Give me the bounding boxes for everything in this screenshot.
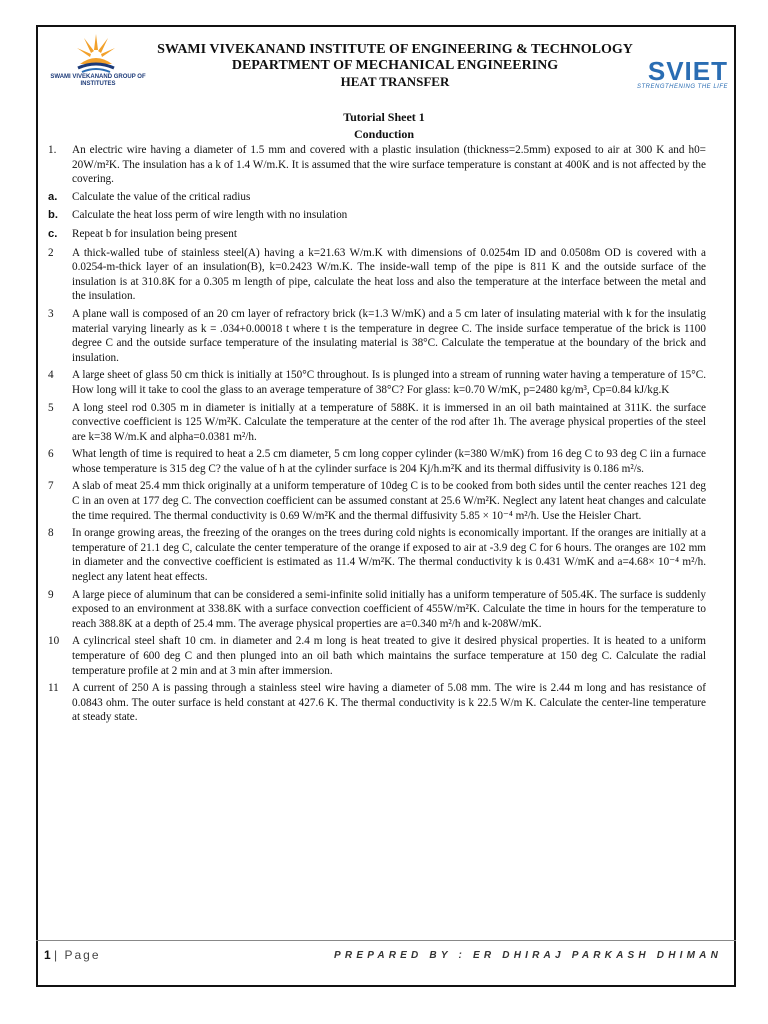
question-number: 1. bbox=[48, 144, 57, 156]
question-number: 5 bbox=[48, 401, 54, 414]
sheet-title: Tutorial Sheet 1 bbox=[343, 110, 425, 124]
question-number: 8 bbox=[48, 527, 54, 540]
footer-divider bbox=[36, 940, 736, 941]
institute-name: SWAMI VIVEKANAND INSTITUTE OF ENGINEERING & TECHNOLOGY bbox=[157, 42, 633, 57]
page-label: | Page bbox=[54, 948, 101, 962]
question-item bbox=[36, 588, 706, 632]
question-number: b. bbox=[48, 209, 58, 222]
question-text: A current of 250 A is passing through a stainless steel wire having a diameter of 5.08 mm. The wire is 2.44 m long and has resistance of 0.0843 ohm. The outer surface is held constant at 427.6 K. The thermal conductivity is k 22.5 W/m K. Calculate the center-line temperature at steady state. bbox=[72, 682, 706, 724]
question-item bbox=[36, 368, 706, 397]
question-number: 6 bbox=[48, 448, 54, 461]
question-number: 9 bbox=[48, 588, 54, 601]
question-text: What length of time is required to heat a 2.5 cm diameter, 5 cm long copper cylinder (k=380 W/mK) from 16 deg C to 93 deg C iin a furnace whose temperature is 315 deg C? the value of h at the cylinder surface is 204 Kj/h.m²K and its thermal diffusivity is 0.186 m²/s. bbox=[72, 448, 706, 475]
question-number: c. bbox=[48, 227, 58, 240]
question-item bbox=[36, 143, 706, 187]
question-item bbox=[36, 634, 706, 678]
page-number: 1 bbox=[44, 948, 51, 962]
question-number: 3 bbox=[48, 307, 54, 320]
question-number: 11 bbox=[48, 682, 59, 695]
question-text: A slab of meat 25.4 mm thick originally at a uniform temperature of 10deg C is to be cooked from both sides until the center reaches 121 deg C in an oven at 177 deg C. The convection coefficient can be assumed constant at 25.6 W/m²K. Neglect any latent heat changes and calculate the time required. The thermal conductivity is 0.69 W/m²K and the thermal diffusivity 5.85 × 10⁻⁴ m²/h. Use the Heisler Chart. bbox=[72, 480, 706, 522]
question-text: An electric wire having a diameter of 1.5 mm and covered with a plastic insulation (thickness=2.5mm) exposed to air at 300 K and h0= 20W/m²K. The insulation has a k of 1.4 W/m.K. It is assumed that the wire surface temperature is constant at 400K and is not affected by the covering. bbox=[72, 144, 706, 186]
question-text: A long steel rod 0.305 m in diameter is initially at a temperature of 588K. it is immersed in an oil bath maintained at 311K. the surface convective coefficient is 125 W/m²K. Calculate the temperature at the center of the rod after 1h. The average physical properties of the steel are k=38 W/m.K and alpha=0.0381 m²/h. bbox=[72, 401, 706, 443]
question-item bbox=[36, 227, 706, 242]
question-text: Calculate the heat loss perm of wire length with no insulation bbox=[72, 209, 348, 222]
question-item bbox=[36, 447, 706, 476]
question-number: 7 bbox=[48, 480, 54, 493]
question-item bbox=[36, 246, 706, 304]
sviet-tagline: STRENGTHENING THE LIFE bbox=[636, 84, 728, 90]
question-text: In orange growing areas, the freezing of the oranges on the trees during cold nights is economically important. If the oranges are initially at a temperature of 21.1 deg C, calculate the center temperature of the orange if exposed to air at -3.9 deg C for 6 hours. The oranges are 102 mm in diameter and the convective coefficient is estimated as 11.4 W/m²K. The thermal conductivity k is 0.431 W/mK and a=4.68× 10⁻⁴ m²/h. neglect any latent heat effects. bbox=[72, 527, 706, 584]
question-item bbox=[36, 307, 706, 365]
department-name: DEPARTMENT OF MECHANICAL ENGINEERING bbox=[231, 58, 559, 73]
question-text: A large piece of aluminum that can be considered a semi-infinite solid initially has a uniform temperature of 505.4K. The surface is suddenly exposed to an environment at 338.8K with a surface convection coefficient of 455W/m²K. Calculate the time in hours for the temperature to reach 388.8K at a depth of 25.4 mm. The average physical properties are a=0.340 m²/h and k-208W/mK. bbox=[72, 588, 706, 630]
question-item bbox=[36, 208, 706, 223]
question-item bbox=[36, 526, 706, 584]
question-number: a. bbox=[48, 190, 58, 203]
question-number: 4 bbox=[48, 369, 54, 382]
page-indicator bbox=[44, 948, 101, 962]
question-text: Calculate the value of the critical radius bbox=[72, 190, 251, 203]
question-item bbox=[36, 681, 706, 725]
sheet-subtitle: Conduction bbox=[353, 127, 415, 141]
sunrise-logo-icon bbox=[74, 30, 118, 74]
question-text: A thick-walled tube of stainless steel(A) having a k=21.63 W/m.K with dimensions of 0.0254m ID and 0.0508m OD is covered with a 0.0254-m-thick layer of an insulation(B), k=0.2423 W/m.K. The inside-wall temp of the pipe is 811 K and the outside surface of the insulation is at 310.8K for a 0.305 m length of pipe, calculate the heat loss and also the temperature at the interface between the metal and the insulation. bbox=[72, 246, 706, 303]
question-text: A plane wall is composed of an 20 cm layer of refractory brick (k=1.3 W/mK) and a 5 cm later of insulating material with k for the insulatig material varying linearly as k = .034+0.00018 t where t is the temperature in degree C. The inside surface temperatue of the brick is 1100 degree C and the outside surface temperature of the insulating material is 38°C. Calculate the temperatue at the boundary of the brick and insulation. bbox=[72, 307, 706, 364]
question-item bbox=[36, 401, 706, 445]
prepared-by: PREPARED BY : ER DHIRAJ PARKASH DHIMAN bbox=[334, 950, 722, 961]
question-number: 10 bbox=[48, 635, 60, 648]
question-text: Repeat b for insulation being present bbox=[72, 227, 237, 240]
logo-caption: SWAMI VIVEKANAND GROUP OF INSTITUTES bbox=[50, 74, 146, 87]
question-item bbox=[36, 190, 706, 205]
question-number: 2 bbox=[48, 246, 54, 259]
subject-name: HEAT TRANSFER bbox=[340, 74, 450, 89]
question-text: A cylincrical steel shaft 10 cm. in diameter and 2.4 m long is heat treated to give it desired physical properties. It is heated to a uniform temperature of 600 deg C and then plunged into an oil bath which maintains the surface temperature at 150 deg C. Calculate the radial temperature profile at 2 min and at 3 min after immersion. bbox=[72, 635, 706, 677]
question-item bbox=[36, 479, 706, 523]
question-list bbox=[36, 143, 706, 728]
sviet-logo-text: SVIET bbox=[647, 56, 728, 86]
question-text: A large sheet of glass 50 cm thick is initially at 150°C throughout. Is is plunged into a stream of running water having a temperature of 15°C. How long will it take to cool the glass to an average temperature of 38°C? For glass: k=0.70 W/mK, p=2480 kg/m³, Cp=0.84 kJ/kg.K bbox=[72, 369, 706, 396]
